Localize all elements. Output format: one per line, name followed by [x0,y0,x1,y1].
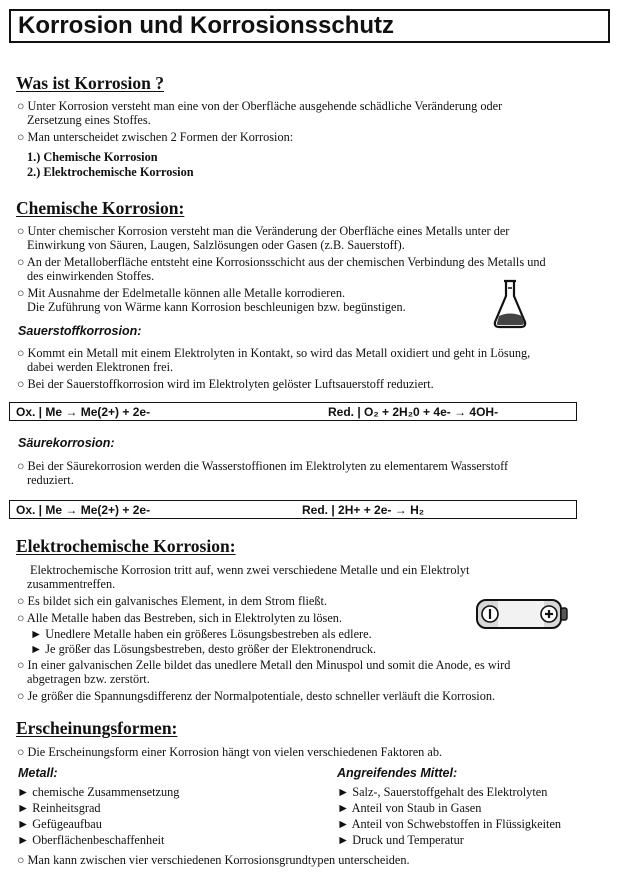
sec2-line: des einwirkenden Stoffes. [27,269,155,283]
sec3-line: ○ Es bildet sich ein galvanisches Element, in dem Strom fließt. [17,594,328,608]
heading-chemische-korrosion: Chemische Korrosion: [16,198,185,218]
column-title-angreifendes-mittel: Angreifendes Mittel: [337,766,458,780]
heading-erscheinungsformen: Erscheinungsformen: [16,718,178,738]
equation-reduction: Red. | O₂ + 2H₂0 + 4e- → 4OH- [328,405,499,419]
metall-item: ► Oberflächenbeschaffenheit [17,833,165,847]
mittel-item: ► Anteil von Schwebstoffen in Flüssigkeiten [337,817,562,831]
equation-reduction: Red. | 2H+ + 2e- → H₂ [302,503,425,517]
sec2-line: Die Zuführung von Wärme kann Korrosion beschleunigen bzw. begünstigen. [27,300,406,314]
sec1-line: Zersetzung eines Stoffes. [27,113,151,127]
metall-item: ► Gefügeaufbau [17,817,102,831]
sec3-line: Elektrochemische Korrosion tritt auf, wenn zwei verschiedene Metalle und ein Elektrolyt [30,563,470,577]
sec1-list-item: 2.) Elektrochemische Korrosion [27,165,194,179]
equation-box-sauerstoff [9,402,577,421]
flask-icon [492,278,528,330]
metall-item: ► Reinheitsgrad [17,801,101,815]
column-title-metall: Metall: [18,766,58,780]
mittel-item: ► Druck und Temperatur [337,833,464,847]
heading-was-ist-korrosion: Was ist Korrosion ? [16,73,164,93]
sec1-line: ○ Unter Korrosion versteht man eine von der Oberfläche ausgehende schädliche Veränderung oder [17,99,503,113]
title-box [9,9,610,43]
sec3-bullet: ► Unedlere Metalle haben ein größeres Lösungsbestreben als edlere. [30,627,372,641]
equation-oxidation: Ox. | Me → Me(2+) + 2e- [16,405,151,419]
sec3-line: zusammentreffen. [27,577,116,591]
sec3-line: ○ Je größer die Spannungsdifferenz der Normalpotentiale, desto schneller verläuft die Korrosion. [17,689,496,703]
mittel-item: ► Anteil von Staub in Gasen [337,801,482,815]
equation-box-saeure [9,500,577,519]
sec4-outro: ○ Man kann zwischen vier verschiedenen Korrosionsgrundtypen unterscheiden. [17,853,410,867]
subheading-sauerstoffkorrosion: Sauerstoffkorrosion: [18,324,142,338]
sec3-bullet: ► Je größer das Lösungsbestreben, desto größer der Elektronendruck. [30,642,377,656]
equation-oxidation: Ox. | Me → Me(2+) + 2e- [16,503,151,517]
sec2-line: Einwirkung von Säuren, Laugen, Salzlösungen oder Gasen (z.B. Sauerstoff). [27,238,405,252]
subheading-saeurekorrosion: Säurekorrosion: [18,436,115,450]
sec2-sub2-line: ○ Bei der Säurekorrosion werden die Wasserstoffionen im Elektrolyten zu elementarem Wasserstoff [17,459,509,473]
page-title: Korrosion und Korrosionsschutz [18,12,395,39]
heading-elektrochemische-korrosion: Elektrochemische Korrosion: [16,536,236,556]
sec3-line: ○ In einer galvanischen Zelle bildet das unedlere Metall den Minuspol und somit die Anode, es wird [17,658,511,672]
sec2-sub1-line: dabei werden Elektronen frei. [27,360,174,374]
sec2-sub2-line: reduziert. [27,473,74,487]
sec3-line: abgetragen bzw. zerstört. [27,672,150,686]
sec2-line: ○ Unter chemischer Korrosion versteht man die Veränderung der Oberfläche eines Metalls unter der [17,224,510,238]
sec4-intro: ○ Die Erscheinungsform einer Korrosion hängt von vielen verschiedenen Faktoren ab. [17,745,443,759]
sec3-line: ○ Alle Metalle haben das Bestreben, sich in Elektrolyten zu lösen. [17,611,343,625]
sec2-line: ○ An der Metalloberfläche entsteht eine Korrosionsschicht aus der chemischen Verbindung des Metalls und [17,255,546,269]
mittel-item: ► Salz-, Sauerstoffgehalt des Elektrolyten [337,785,548,799]
battery-icon [474,596,570,632]
metall-item: ► chemische Zusammensetzung [17,785,180,799]
sec2-sub1-line: ○ Kommt ein Metall mit einem Elektrolyten in Kontakt, so wird das Metall oxidiert und geht in Lösung, [17,346,531,360]
sec1-line: ○ Man unterscheidet zwischen 2 Formen der Korrosion: [17,130,294,144]
sec2-line: ○ Mit Ausnahme der Edelmetalle können alle Metalle korrodieren. [17,286,346,300]
sec2-sub1-line: ○ Bei der Sauerstoffkorrosion wird im Elektrolyten gelöster Luftsauerstoff reduziert. [17,377,434,391]
sec1-list-item: 1.) Chemische Korrosion [27,150,158,164]
